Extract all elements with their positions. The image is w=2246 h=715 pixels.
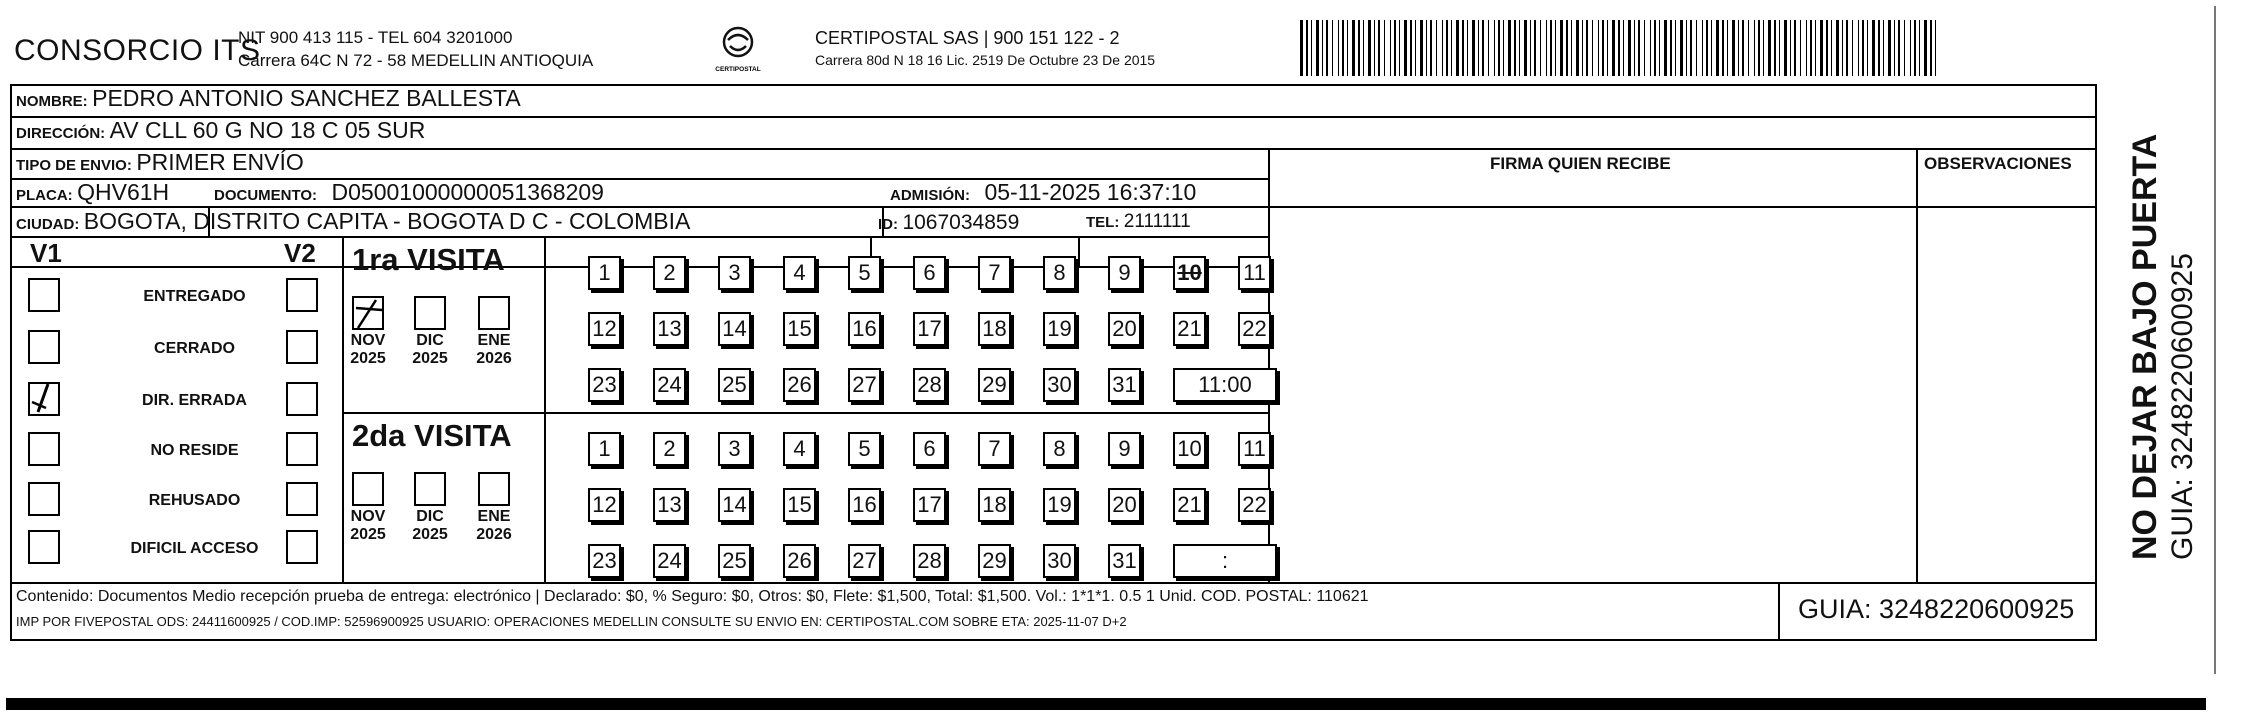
admission-field (890, 179, 1196, 206)
barcode-bar (1566, 20, 1568, 76)
day-box[interactable]: 26 (783, 544, 816, 578)
day-box[interactable]: 11 (1238, 432, 1271, 466)
barcode-bar (1904, 20, 1905, 76)
barcode-bar (1598, 20, 1599, 76)
month-name: NOV (350, 508, 386, 525)
logo-caption: CERTIPOSTAL (715, 66, 761, 73)
month-checkbox[interactable] (414, 472, 446, 506)
time-box[interactable]: : (1173, 544, 1277, 578)
barcode-bar (1711, 20, 1712, 76)
barcode-bar (1806, 20, 1807, 76)
month-label (408, 332, 452, 368)
month-year: 2025 (412, 350, 448, 367)
barcode-bar (1467, 20, 1468, 76)
barcode-bar (1815, 20, 1816, 76)
certipostal-logo (706, 24, 770, 76)
barcode-bar (1858, 20, 1859, 76)
day-box[interactable]: 5 (848, 432, 881, 466)
barcode-bar (1326, 20, 1328, 76)
barcode-bar (1571, 20, 1572, 76)
delivery-form (10, 84, 2097, 641)
recipient-address: AV CLL 60 G NO 18 C 05 SUR (109, 117, 426, 143)
v2-checkbox[interactable] (286, 382, 318, 416)
barcode-bar (1363, 20, 1364, 76)
barcode-bar (1342, 20, 1344, 76)
barcode-bar (1800, 20, 1801, 76)
day-box[interactable]: 29 (978, 544, 1011, 578)
day-box[interactable]: 30 (1043, 368, 1076, 402)
shipping-type-label: TIPO DE ENVIO: (16, 157, 132, 174)
day-box[interactable]: 4 (783, 432, 816, 466)
barcode-bar (1618, 20, 1620, 76)
check-mark-icon (30, 384, 60, 418)
print-info-line: IMP POR FIVEPOSTAL ODS: 24411600925 / COD.IMP: 52596900925 USUARIO: OPERACIONES MEDELLIN CONSULTE SU ENVIO EN: CERTIPOSTAL.COM SOBRE ETA: 2025-11-07 D+2 (16, 614, 1127, 629)
v1-header: V1 (30, 238, 62, 268)
barcode-bar (1503, 20, 1504, 76)
v2-checkbox[interactable] (286, 432, 318, 466)
address-label: DIRECCIÓN: (16, 125, 106, 142)
visit-title: 1ra VISITA (352, 242, 505, 277)
company-address: Carrera 64C N 72 - 58 MEDELLIN ANTIOQUIA (238, 51, 594, 70)
day-box[interactable]: 12 (588, 488, 621, 522)
day-box[interactable]: 28 (913, 544, 946, 578)
barcode-bar (1436, 20, 1437, 76)
month-checkbox[interactable] (478, 296, 510, 330)
plate-value: QHV61H (77, 179, 170, 205)
barcode-bar (1332, 20, 1333, 76)
barcode-bar (1514, 20, 1516, 76)
month-year: 2026 (476, 526, 512, 543)
month-checkbox[interactable] (352, 296, 384, 330)
barcode-bar (1338, 20, 1339, 76)
month-checkbox[interactable] (478, 472, 510, 506)
barcode-bar (1935, 20, 1936, 76)
barcode-bar (1623, 20, 1624, 76)
barcode-bar (1742, 20, 1744, 76)
barcode-bar (1374, 20, 1375, 76)
barcode-bar (1456, 20, 1459, 76)
month-year: 2025 (350, 350, 386, 367)
v2-checkbox[interactable] (286, 482, 318, 516)
barcode-bar (1748, 20, 1749, 76)
barcode-bar (1675, 20, 1676, 76)
barcode-bar (1883, 20, 1884, 76)
barcode-bar (1306, 20, 1308, 76)
day-box[interactable]: 3 (718, 432, 751, 466)
barcode-bar (1390, 20, 1391, 76)
status-label: ENTREGADO (143, 288, 246, 305)
barcode-bar (1358, 20, 1360, 76)
barcode-bar (1592, 20, 1593, 76)
day-box[interactable]: 6 (913, 432, 946, 466)
day-box[interactable]: 17 (913, 312, 946, 346)
barcode-bar (1820, 20, 1823, 76)
barcode-bar (1831, 20, 1832, 76)
day-box[interactable]: 16 (848, 312, 881, 346)
status-label: REHUSADO (148, 492, 241, 509)
day-box[interactable]: 10 (1173, 256, 1206, 290)
day-box[interactable]: 9 (1108, 432, 1141, 466)
barcode-bar (1650, 20, 1651, 76)
barcode-bar (1462, 20, 1464, 76)
barcode-bar (1494, 20, 1495, 76)
barcode-bar (1311, 20, 1312, 76)
barcode-bar (1347, 20, 1348, 76)
month-label (472, 508, 516, 544)
barcode-bar (1670, 20, 1672, 76)
barcode-bar (1404, 20, 1407, 76)
barcode-bar (1446, 20, 1448, 76)
day-box[interactable]: 23 (588, 544, 621, 578)
v2-header: V2 (284, 238, 316, 268)
day-box[interactable]: 8 (1043, 256, 1076, 290)
barcode-bar (1867, 20, 1868, 76)
barcode-bar (1426, 20, 1427, 76)
barcode-bar (1530, 20, 1531, 76)
barcode-bar (1914, 20, 1916, 76)
barcode-bar (1634, 20, 1635, 76)
day-box[interactable]: 15 (783, 488, 816, 522)
barcode-bar (1702, 20, 1703, 76)
tel-value: 2111111 (1123, 211, 1191, 232)
document-field (214, 179, 604, 206)
barcode-bar (1384, 20, 1385, 76)
barcode-bar (1680, 20, 1683, 76)
day-box[interactable]: 1 (588, 432, 621, 466)
day-box[interactable]: 1 (588, 256, 621, 290)
barcode-bar (1878, 20, 1880, 76)
v1-checkbox[interactable] (28, 432, 60, 466)
day-box[interactable]: 4 (783, 256, 816, 290)
tel-label: TEL: (1086, 214, 1120, 231)
month-checkbox[interactable] (352, 472, 384, 506)
barcode-bar (1607, 20, 1608, 76)
day-box[interactable]: 20 (1108, 312, 1141, 346)
barcode-bar (1872, 20, 1875, 76)
month-name: DIC (416, 508, 444, 525)
day-box[interactable]: 14 (718, 312, 751, 346)
barcode-bar (1930, 20, 1932, 76)
barcode-bar (1316, 20, 1319, 76)
barcode-bar (1524, 20, 1527, 76)
time-box[interactable]: 11:00 (1173, 368, 1277, 402)
no-under-door-warning: NO DEJAR BAJO PUERTA (2126, 133, 2164, 560)
barcode-bar (1546, 20, 1547, 76)
name-row (16, 85, 521, 112)
day-box[interactable]: 25 (718, 368, 751, 402)
barcode (1300, 20, 1940, 76)
day-box[interactable]: 24 (653, 544, 686, 578)
day-box[interactable]: 25 (718, 544, 751, 578)
barcode-bar (1394, 20, 1396, 76)
day-box[interactable]: 31 (1108, 368, 1141, 402)
document-value: D05001000000051368209 (331, 179, 604, 205)
shipping-type: PRIMER ENVÍO (136, 149, 304, 175)
barcode-bar (1420, 20, 1423, 76)
barcode-bar (1560, 20, 1563, 76)
month-name: NOV (350, 332, 386, 349)
barcode-bar (1378, 20, 1380, 76)
month-label (346, 508, 390, 544)
city-field (16, 208, 690, 235)
barcode-bar (1754, 20, 1755, 76)
day-box[interactable]: 10 (1173, 432, 1206, 466)
barcode-bar (1442, 20, 1443, 76)
day-box[interactable]: 27 (848, 368, 881, 402)
barcode-bar (1836, 20, 1839, 76)
status-label: DIR. ERRADA (142, 392, 247, 409)
day-box[interactable]: 6 (913, 256, 946, 290)
barcode-bar (1519, 20, 1520, 76)
day-box[interactable]: 31 (1108, 544, 1141, 578)
barcode-bar (1706, 20, 1708, 76)
day-box[interactable]: 12 (588, 312, 621, 346)
tel-field (1086, 211, 1191, 233)
day-box[interactable]: 15 (783, 312, 816, 346)
barcode-bar (1399, 20, 1400, 76)
plate-label: PLACA: (16, 187, 73, 204)
day-box[interactable]: 2 (653, 432, 686, 466)
visit-title: 2da VISITA (352, 418, 512, 453)
id-value: 1067034859 (902, 211, 1020, 234)
status-label: DIFICIL ACCESO (130, 540, 259, 557)
barcode-bar (1415, 20, 1416, 76)
barcode-bar (1716, 20, 1719, 76)
barcode-bar (1451, 20, 1452, 76)
v1-checkbox[interactable] (28, 530, 60, 564)
month-name: DIC (416, 332, 444, 349)
day-box[interactable]: 2 (653, 256, 686, 290)
day-box[interactable]: 14 (718, 488, 751, 522)
v2-checkbox[interactable] (286, 278, 318, 312)
barcode-bar (1686, 20, 1687, 76)
shipping-type-row (16, 149, 304, 176)
day-box[interactable]: 7 (978, 256, 1011, 290)
day-box[interactable]: 11 (1238, 256, 1271, 290)
v1-checkbox[interactable] (28, 330, 60, 364)
barcode-bar (1919, 20, 1920, 76)
day-box[interactable]: 28 (913, 368, 946, 402)
certipostal-line: CERTIPOSTAL SAS | 900 151 122 - 2 (815, 28, 1120, 48)
barcode-bar (1498, 20, 1500, 76)
day-box[interactable]: 27 (848, 544, 881, 578)
city-label: CIUDAD: (16, 216, 80, 233)
barcode-bar (1732, 20, 1735, 76)
day-box[interactable]: 20 (1108, 488, 1141, 522)
address-row (16, 117, 425, 144)
city-value: BOGOTA, DISTRITO CAPITA - BOGOTA D C - COLOMBIA (83, 208, 691, 234)
barcode-bar (1722, 20, 1724, 76)
barcode-bar (1300, 20, 1303, 76)
barcode-bar (1888, 20, 1891, 76)
barcode-bar (1322, 20, 1323, 76)
v1-checkbox[interactable] (28, 482, 60, 516)
day-box[interactable]: 21 (1173, 488, 1206, 522)
barcode-bar (1826, 20, 1828, 76)
barcode-bar (1352, 20, 1355, 76)
barcode-bar (1482, 20, 1484, 76)
observations-header: OBSERVACIONES (1924, 154, 2072, 173)
barcode-bar (1488, 20, 1489, 76)
day-box[interactable]: 16 (848, 488, 881, 522)
month-label (472, 332, 516, 368)
barcode-bar (1862, 20, 1864, 76)
barcode-bar (1810, 20, 1812, 76)
day-box[interactable]: 7 (978, 432, 1011, 466)
contents-line: Contenido: Documentos Medio recepción prueba de entrega: electrónico | Declarado: $0, % Seguro: $0, Otros: $0, Flete: $1,500, Total: $1,500. Vol.: 1*1*1. 0.5 1 Unid. COD. POSTAL: 110621 (16, 588, 1369, 605)
month-checkbox[interactable] (414, 296, 446, 330)
day-box[interactable]: 19 (1043, 488, 1076, 522)
day-box[interactable]: 18 (978, 312, 1011, 346)
barcode-bar (1644, 20, 1645, 76)
month-label (346, 332, 390, 368)
barcode-bar (1690, 20, 1692, 76)
barcode-bar (1555, 20, 1556, 76)
barcode-bar (1763, 20, 1764, 76)
barcode-bar (1852, 20, 1853, 76)
day-box[interactable]: 5 (848, 256, 881, 290)
day-box[interactable]: 21 (1173, 312, 1206, 346)
recipient-name: PEDRO ANTONIO SANCHEZ BALLESTA (92, 85, 521, 111)
month-name: ENE (477, 508, 511, 525)
day-box[interactable]: 13 (653, 312, 686, 346)
barcode-bar (1628, 20, 1631, 76)
barcode-bar (1410, 20, 1412, 76)
barcode-bar (1774, 20, 1776, 76)
plate-field (16, 179, 169, 206)
side-guide-number: GUIA: 3248220600925 (2166, 253, 2199, 560)
company-nit: NIT 900 413 115 - TEL 604 3201000 (238, 28, 513, 47)
barcode-bar (1508, 20, 1511, 76)
day-box[interactable]: 22 (1238, 488, 1271, 522)
barcode-bar (1602, 20, 1604, 76)
barcode-bar (1534, 20, 1536, 76)
day-box[interactable]: 26 (783, 368, 816, 402)
document-label: DOCUMENTO: (214, 187, 318, 204)
barcode-bar (1368, 20, 1371, 76)
barcode-bar (1894, 20, 1895, 76)
admission-label: ADMISIÓN: (890, 187, 970, 204)
signature-header: FIRMA QUIEN RECIBE (1490, 154, 1671, 173)
guide-number: GUIA: 3248220600925 (1798, 594, 2075, 624)
barcode-bar (1612, 20, 1615, 76)
page-edge (2214, 6, 2216, 674)
admission-value: 05-11-2025 16:37:10 (984, 179, 1197, 205)
barcode-bar (1638, 20, 1640, 76)
day-box[interactable]: 18 (978, 488, 1011, 522)
barcode-bar (1540, 20, 1541, 76)
barcode-bar (1576, 20, 1579, 76)
company-name: CONSORCIO ITS (14, 34, 261, 67)
barcode-bar (1768, 20, 1771, 76)
month-label (408, 508, 452, 544)
v2-checkbox[interactable] (286, 530, 318, 564)
v1-checkbox[interactable] (28, 382, 60, 416)
barcode-bar (1664, 20, 1667, 76)
barcode-bar (1582, 20, 1583, 76)
day-box[interactable]: 13 (653, 488, 686, 522)
barcode-bar (1910, 20, 1911, 76)
v1-checkbox[interactable] (28, 278, 60, 312)
barcode-bar (1738, 20, 1739, 76)
check-mark-icon (354, 298, 384, 332)
barcode-bar (1550, 20, 1552, 76)
barcode-bar (1794, 20, 1796, 76)
barcode-bar (1779, 20, 1780, 76)
barcode-bar (1784, 20, 1787, 76)
day-box[interactable]: 24 (653, 368, 686, 402)
barcode-bar (1586, 20, 1588, 76)
barcode-bar (1842, 20, 1843, 76)
barcode-bar (1758, 20, 1760, 76)
month-year: 2025 (412, 526, 448, 543)
month-year: 2025 (350, 526, 386, 543)
day-box[interactable]: 9 (1108, 256, 1141, 290)
barcode-bar (1654, 20, 1656, 76)
id-label: ID: (878, 216, 898, 233)
name-label: NOMBRE: (16, 93, 88, 110)
certipostal-license: Carrera 80d N 18 16 Lic. 2519 De Octubre 23 De 2015 (815, 52, 1156, 68)
month-year: 2026 (476, 350, 512, 367)
status-label: CERRADO (154, 340, 235, 357)
day-box[interactable]: 29 (978, 368, 1011, 402)
barcode-bar (1659, 20, 1660, 76)
barcode-bar (1472, 20, 1475, 76)
barcode-bar (1696, 20, 1697, 76)
barcode-bar (1924, 20, 1927, 76)
barcode-bar (1898, 20, 1900, 76)
day-box[interactable]: 22 (1238, 312, 1271, 346)
day-box[interactable]: 19 (1043, 312, 1076, 346)
day-box[interactable]: 3 (718, 256, 751, 290)
barcode-bar (1478, 20, 1479, 76)
barcode-bar (1846, 20, 1848, 76)
day-box[interactable]: 23 (588, 368, 621, 402)
barcode-bar (1790, 20, 1791, 76)
v2-checkbox[interactable] (286, 330, 318, 364)
bottom-bar (6, 698, 2206, 710)
day-box[interactable]: 17 (913, 488, 946, 522)
barcode-bar (1430, 20, 1432, 76)
day-box[interactable]: 30 (1043, 544, 1076, 578)
day-box[interactable]: 8 (1043, 432, 1076, 466)
barcode-bar (1727, 20, 1728, 76)
month-name: ENE (477, 332, 511, 349)
status-label: NO RESIDE (150, 442, 239, 459)
id-field (878, 211, 1019, 235)
